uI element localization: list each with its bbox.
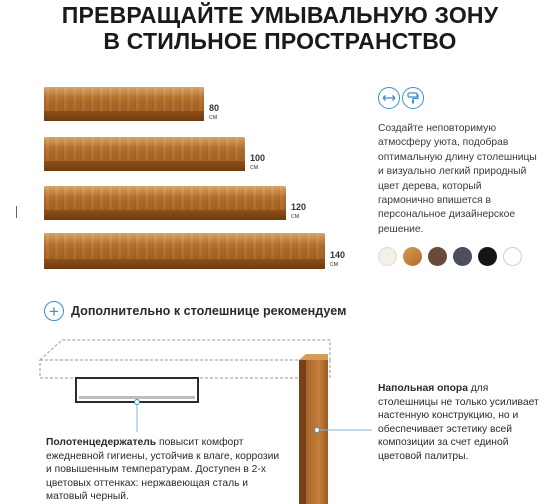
plus-icon: + — [44, 301, 64, 321]
feature-description: Создайте неповторимую атмосферу уюта, подобрав оптимальную длину столешницы и визуально легкий природный цвет дерева, который гармонично впишется в персональное дизайнерское решение. — [378, 123, 537, 235]
floor-support-description — [378, 382, 548, 464]
board-unit: см — [250, 164, 259, 171]
board-unit: см — [209, 114, 218, 121]
board-unit: см — [330, 261, 339, 268]
board-length: 140 — [330, 250, 346, 260]
towel-holder-name: Полотенцедержатель — [46, 437, 157, 448]
title-line-2: В СТИЛЬНОЕ ПРОСТРАНСТВО — [103, 28, 457, 54]
recommend-heading: Дополнительно к столешнице рекомендуем — [71, 304, 347, 318]
floor-support-name: Напольная опора — [378, 383, 468, 394]
board-unit: см — [291, 213, 300, 220]
towel-holder-text: повысит комфорт ежедневной гигиены, устойчив к влаге, коррозии и повышенным температурам. Доступен в 2-х цветовых оттенках: нержавеющая сталь и матовый черный. — [46, 437, 280, 503]
board-length: 100 — [250, 153, 266, 163]
towel-holder-description — [46, 436, 286, 504]
title-line-1: ПРЕВРАЩАЙТЕ УМЫВАЛЬНУЮ ЗОНУ — [61, 2, 499, 28]
board-length: 80 — [209, 103, 220, 113]
board-length: 120 — [291, 202, 307, 212]
floor-support-text: для столешницы не только усиливает настенную конструкцию, но и обеспечивает эстетику всей композиции за счет единой цветовой палитры. — [378, 383, 539, 462]
